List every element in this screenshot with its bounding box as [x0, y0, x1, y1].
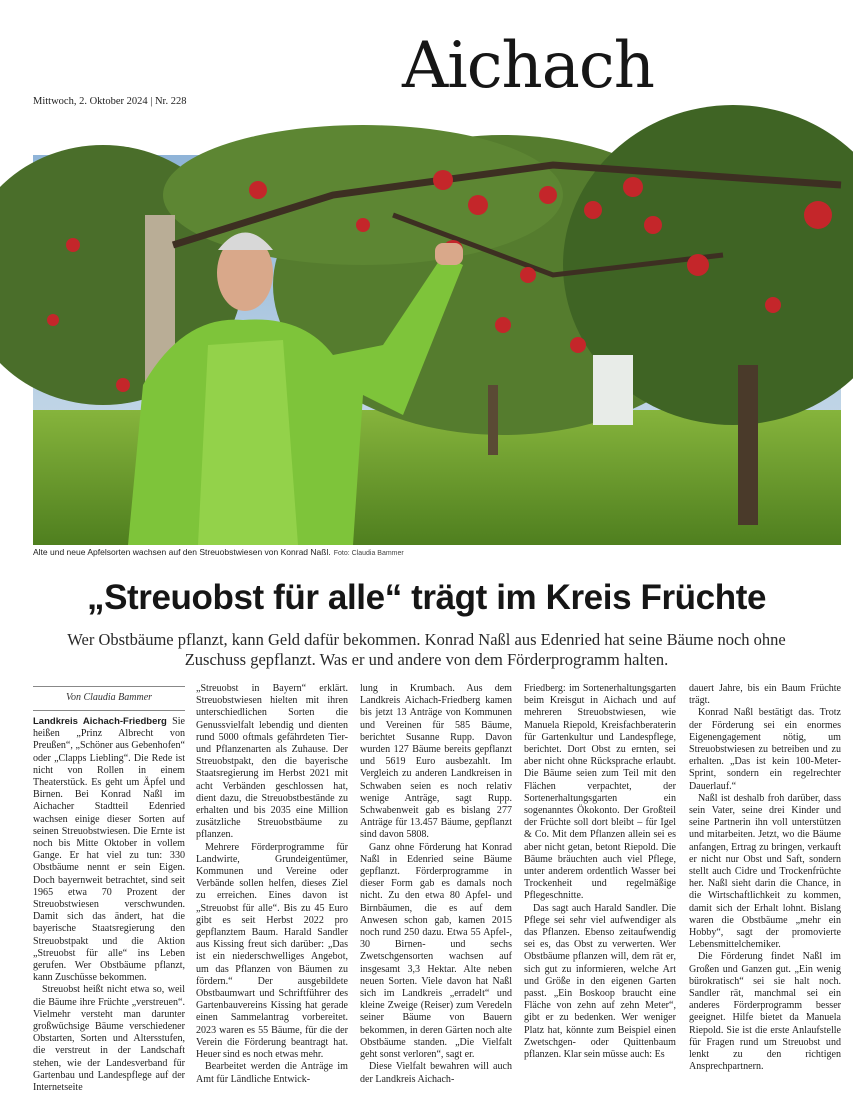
byline-rule-bottom — [33, 710, 185, 711]
issue-date: Mittwoch, 2. Oktober 2024 | Nr. 228 — [33, 96, 187, 107]
paragraph: Streuobst heißt nicht etwa so, weil die Bäume ihre Früchte „verstreuen“. Vielmehr versteht man darunter großwüchsige Bäume verschiedener Obstarten, Sorten und Altersstufen, die verstreut in der Landschaft stehen, wie der Landesverband für Gartenbau und Landespflege auf der Internetseite — [33, 984, 185, 1094]
section-title: Aichach — [402, 29, 654, 103]
photo-caption — [33, 547, 841, 557]
article-column-1 — [33, 716, 185, 1094]
paragraph: Das sagt auch Harald Sandler. Die Pflege sei sehr viel aufwendiger als das Pflanzen. Ebenso zeitaufwendig sei es, das Obst zu verwerten. Wer Obstbäume pflanzen will, dem rät er, sich gut zu informieren, welche Art und Größe in den eigenen Garten passt. „Ein Boskoop braucht eine Fläche von zehn auf zehn Meter“, gibt er zu bedenken. Wer weniger Platz hat, könnte zum Beispiel einen Zwetschgen- oder Quittenbaum pflanzen. Klar sein müsse auch: Es — [524, 902, 676, 1061]
paragraph: Naßl ist deshalb froh darüber, dass sein Vater, seine drei Kinder und seine Partnerin ihn voll unterstützen und mitarbeiten. Jetzt, wo die Bäume anfangen, Ertrag zu bringen, verkauft er nicht nur Obst und Saft, sondern stellt auch Cidre und Trockenfrüchte her. Naßl sieht darin die Chance, in die Wirtschaftlichkeit zu kommen, damit sich der Erhalt lohnt. Bislang waren die Obstbäume „mehr ein Hobby“, sagt der promovierte Lebensmittelchemiker. — [689, 792, 841, 951]
paragraph: dauert Jahre, bis ein Baum Früchte trägt. — [689, 683, 841, 707]
paragraph: „Streuobst in Bayern“ erklärt. Streuobstwiesen hielten mit ihren unterschiedlichen Sorten die Genussvielfalt lebendig und dienten rund 5000 oftmals gefährdeten Tier- und Pflanzenarten als Zuhause. Der Streuobstpakt, den die bayerische Staatsregierung im Herbst 2021 mit acht Verbänden geschlossen hat, dient dazu, die Streuobstbestände zu erhalten und bis 2035 eine Million zusätzliche Streuobstbäume zu pflanzen. — [196, 683, 348, 841]
deck: Wer Obstbäume pflanzt, kann Geld dafür bekommen. Konrad Naßl aus Edenried hat seine Bäume noch ohne Zuschuss gepflanzt. Was er und andere von dem Förderprogramm halten. — [67, 630, 786, 669]
caption-text: Alte und neue Apfelsorten wachsen auf den Streuobstwiesen von Konrad Naßl. — [33, 547, 331, 557]
paragraph-text: Sie heißen „Prinz Albrecht von Preußen“, „Schöner aus Gebenhofen“ oder „Clapps Liebling“. Die Rede ist nicht von Rollen in einem Theaterstück. Es geht um Äpfel und Birnen. Bei Konrad Naßl im Aichacher Stadtteil Edenried wachsen einige dieser Sorten auf seinen Streuobstwiesen. Die Ernte ist noch bis Mitte Oktober in vollem Gange. Er hat viel zu tun: 330 Obstbäume nennt er sein Eigen. Doch bayernweit betrachtet, sind seit 1965 etwa 70 Prozent der Streuobstwiesen verschwunden. Damit sich das ändert, hat die bayerische Staatsregierung den Streuobstpakt und die Aktion „Streuobst für alle“ ins Leben gerufen. Wer Obstbäume pflanzt, kann Zuschüsse bekommen. — [33, 716, 185, 984]
dateline: Landkreis Aichach-Friedberg — [33, 716, 167, 727]
paragraph: lung in Krumbach. Aus dem Landkreis Aichach-Friedberg kamen bis jetzt 13 Anträge von Kommunen und Vereinen für 585 Bäume, berichtet Susanne Rupp. Davon wurden 127 Bäume bereits gepflanzt und 5619 Euro ausbezahlt. Im Vergleich zu anderen Landkreisen in Schwaben seien es noch relativ wenige Anträge, sagt Rupp. Schwabenweit gab es bislang 277 Anträge für 13.457 Bäume, gepflanzt sind davon 5808. — [360, 683, 512, 841]
article-column-4 — [524, 683, 676, 1068]
article-column-3 — [360, 683, 512, 1085]
paragraph: Diese Vielfalt bewahren will auch der Landkreis Aichach- — [360, 1061, 512, 1085]
headline: „Streuobst für alle“ trägt im Kreis Früchte — [86, 578, 767, 617]
byline: Von Claudia Bammer — [65, 692, 153, 703]
paragraph: Friedberg: im Sortenerhaltungsgarten beim Kreisgut in Aichach und auf mehreren Streuobstwiesen, wie Manuela Riepold, Kreisfachberaterin für Gartenkultur und Landespflege, berichtet. Dort Obst zu ernten, sei aber nicht ohne Rücksprache erlaubt. Die Bäume seien zum Teil mit den Flächen verpachtet, der Sortenerhaltungsgarten ein sogenanntes Ökokonto. Der Großteil der Früchte soll dort bleibt – für Igel & Co. Mit dem Pflanzen allein sei es aber nicht getan, betont Riepold. Die Bäume bräuchten auch viel Pflege, unter anderem ordentlich Wasser bei Trockenheit und regelmäßige Pflegeschnitte. — [524, 683, 676, 902]
byline-rule-top — [33, 686, 185, 687]
paragraph: Ganz ohne Förderung hat Konrad Naßl in Edenried seine Bäume gepflanzt. Förderprogramme in dieser Form gab es damals noch nicht. Zu den etwa 80 Apfel- und Birnbäumen, die es auf dem Anwesen schon gab, kamen 2015 noch rund 250 dazu. Etwa 55 Apfel-, 30 Birnen- und sechs Zwetschgensorten wachsen auf insgesamt 3,3 Hektar. Alte neben neuen Sorten. Viele davon hat Naßl sich im Landkreis „erradelt“ und kleine Zweige (Reiser) zum Veredeln seiner Bäume von Bauern bekommen, in deren Gärten noch alte Obstbäume standen. „Die Vielfalt geht sonst verloren“, sagt er. — [360, 841, 512, 1061]
article-photo — [33, 155, 841, 545]
article-column-2 — [196, 683, 348, 1085]
paragraph: Mehrere Förderprogramme für Landwirte, Grundeigentümer, Kommunen und Vereine oder Verbände sollen helfen, dieses Ziel zu erreichen. Eines davon ist „Streuobst für alle“. Bis zu 45 Euro gibt es seit Herbst 2022 pro gepflanztem Baum. Harald Sandler aus Kissing freut sich darüber: „Das ist ein niederschwelliges Angebot, um das Pflanzen von Bäumen zu fördern.“ Der ausgebildete Obstbaumwart und Schriftführer des Gartenbauvereins Kissing hat gerade einen Sammelantrag vorbereitet. 2023 waren es 55 Bäume, für die der Verein die Förderung beantragt hat. Heuer sind es noch etwas mehr. — [196, 841, 348, 1061]
paragraph — [33, 716, 185, 984]
photo-credit: Foto: Claudia Bammer — [333, 550, 404, 557]
paragraph: Konrad Naßl bestätigt das. Trotz der Förderung sei ein enormes Eigenengagement nötig, um Streuobstwiesen zu betreiben und zu erhalten. „Das ist kein 100-Meter-Sprint, sondern ein regelrechter Dauerlauf.“ — [689, 707, 841, 792]
paragraph: Bearbeitet werden die Anträge im Amt für Ländliche Entwick- — [196, 1061, 348, 1085]
paragraph: Die Förderung findet Naßl im Großen und Ganzen gut. „Ein wenig bürokratisch“ sei sie halt noch. Sandler rät, manchmal sei ein anderes Förderprogramm besser geeignet. Hilfe bietet da Manuela Riepold. Sie ist die erste Anlaufstelle für Fragen rund um Streuobst und lenkt zu den richtigen Ansprechpartnern. — [689, 951, 841, 1073]
article-column-5 — [689, 683, 841, 1073]
